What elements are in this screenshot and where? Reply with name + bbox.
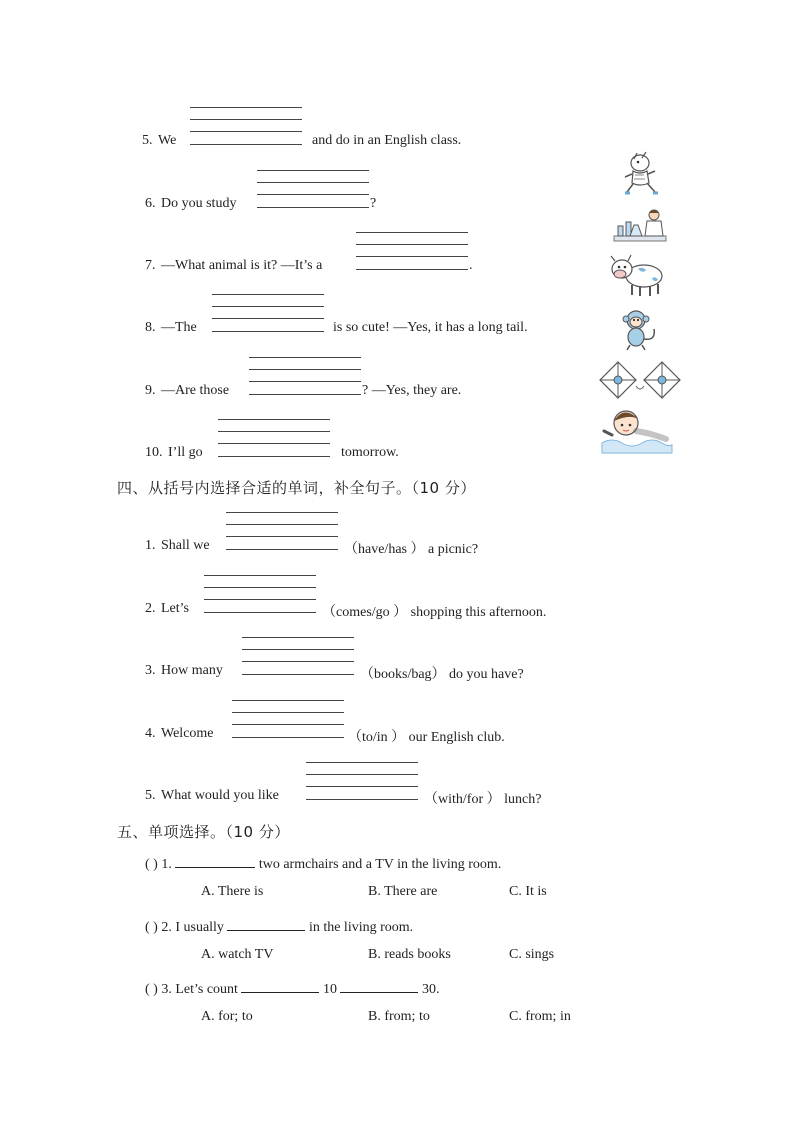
kites-icon	[596, 358, 690, 400]
q6-number: 6.	[145, 196, 156, 211]
s5-q1-row	[145, 853, 501, 873]
q10-text-after: tomorrow.	[341, 445, 399, 460]
s5-q1-text-after: two armchairs and a TV in the living room.	[258, 857, 502, 872]
section5-title: 五、单项选择。（10 分）	[117, 823, 290, 841]
s5-q3-text-middle: 10	[322, 982, 337, 997]
q8-writing-grid[interactable]	[212, 294, 324, 332]
q10-number: 10.	[145, 445, 163, 460]
s5-q3-text-before: Let’s count	[175, 982, 238, 997]
q8-text-before: —The	[161, 320, 197, 335]
section4-title: 四、从括号内选择合适的单词，补全句子。（10 分）	[117, 479, 476, 497]
s5-q2-option-b[interactable]: B. reads books	[368, 947, 451, 962]
s4-q3-text-after: （books/bag） do you have?	[360, 667, 524, 682]
s4-q2-writing-grid[interactable]	[204, 575, 316, 613]
s4-q4-text-after: （to/in ） our English club.	[348, 730, 505, 745]
q10-text-before: I’ll go	[168, 445, 203, 460]
science-lab-icon	[612, 207, 668, 245]
s5-q1-blank[interactable]	[175, 853, 255, 868]
q5-writing-grid[interactable]	[190, 107, 302, 145]
q8-number: 8.	[145, 320, 156, 335]
s5-q1-option-a[interactable]: A. There is	[201, 884, 264, 899]
q6-text-before: Do you study	[161, 196, 237, 211]
s4-q3-text-before: How many	[161, 663, 223, 678]
q5-number: 5.	[142, 133, 153, 148]
s4-q1-writing-grid[interactable]	[226, 512, 338, 550]
s4-q4-number: 4.	[145, 726, 156, 741]
q9-writing-grid[interactable]	[249, 357, 361, 395]
s5-q3-option-a[interactable]: A. for; to	[201, 1009, 253, 1024]
q6-writing-grid[interactable]	[257, 170, 369, 208]
s4-q5-writing-grid[interactable]	[306, 762, 418, 800]
s5-q3-option-c[interactable]: C. from; in	[509, 1009, 571, 1024]
s5-q1-option-c[interactable]: C. It is	[509, 884, 547, 899]
s4-q2-text-before: Let’s	[161, 601, 189, 616]
q9-number: 9.	[145, 383, 156, 398]
s5-q2-option-c[interactable]: C. sings	[509, 947, 555, 962]
q6-text-after: ?	[370, 196, 377, 211]
q9-text-after: ? —Yes, they are.	[362, 383, 462, 398]
s4-q5-number: 5.	[145, 788, 156, 803]
s5-q2-row	[145, 916, 413, 936]
s5-q2-blank[interactable]	[227, 916, 305, 931]
s4-q5-text-before: What would you like	[161, 788, 279, 803]
s5-q3-blank-1[interactable]	[241, 978, 319, 993]
q10-writing-grid[interactable]	[218, 419, 330, 457]
q7-text-before: —What animal is it? —It’s a	[161, 258, 323, 273]
q5-text-after: and do in an English class.	[312, 133, 462, 148]
s4-q3-number: 3.	[145, 663, 156, 678]
s5-q3-text-after: 30.	[421, 982, 440, 997]
s4-q1-text-after: （have/has ） a picnic?	[344, 542, 479, 557]
s5-q3-number: 3.	[161, 982, 172, 997]
s4-q4-writing-grid[interactable]	[232, 700, 344, 738]
monkey-icon	[616, 307, 660, 351]
answer-bracket[interactable]: ( )	[145, 920, 158, 935]
s4-q4-text-before: Welcome	[161, 726, 214, 741]
answer-bracket[interactable]: ( )	[145, 857, 158, 872]
s4-q1-text-before: Shall we	[161, 538, 210, 553]
s5-q2-text-before: I usually	[175, 920, 224, 935]
s5-q1-option-b[interactable]: B. There are	[368, 884, 438, 899]
cow-icon	[608, 252, 668, 298]
running-zebra-icon	[620, 150, 662, 200]
s4-q2-number: 2.	[145, 601, 156, 616]
q7-text-after: .	[469, 258, 473, 273]
q9-text-before: —Are those	[161, 383, 230, 398]
swimming-boy-icon	[600, 405, 674, 457]
s4-q2-text-after: （comes/go ） shopping this afternoon.	[322, 605, 547, 620]
q8-text-after: is so cute! —Yes, it has a long tail.	[333, 320, 528, 335]
s4-q3-writing-grid[interactable]	[242, 637, 354, 675]
s5-q2-option-a[interactable]: A. watch TV	[201, 947, 274, 962]
q7-number: 7.	[145, 258, 156, 273]
s5-q3-row	[145, 978, 439, 998]
s5-q1-number: 1.	[161, 857, 172, 872]
s5-q2-number: 2.	[161, 920, 172, 935]
s5-q3-option-b[interactable]: B. from; to	[368, 1009, 430, 1024]
s5-q3-blank-2[interactable]	[340, 978, 418, 993]
q5-text-before: We	[158, 133, 177, 148]
s4-q5-text-after: （with/for ） lunch?	[424, 792, 542, 807]
q7-writing-grid[interactable]	[356, 232, 468, 270]
answer-bracket[interactable]: ( )	[145, 982, 158, 997]
s4-q1-number: 1.	[145, 538, 156, 553]
s5-q2-text-after: in the living room.	[308, 920, 414, 935]
